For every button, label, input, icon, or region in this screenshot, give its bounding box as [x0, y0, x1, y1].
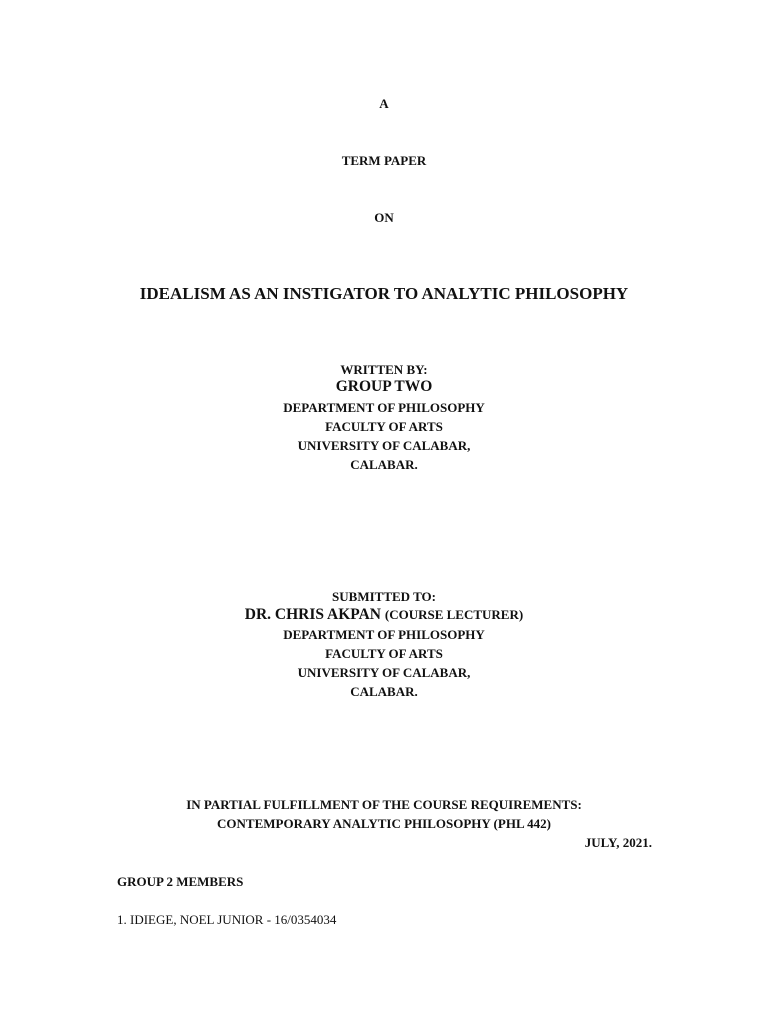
members-heading: GROUP 2 MEMBERS [117, 874, 244, 889]
fulfillment-line-1: IN PARTIAL FULFILLMENT OF THE COURSE REQUIREMENTS: [186, 797, 582, 812]
written-by-faculty: FACULTY OF ARTS [325, 419, 443, 434]
submitted-to-faculty: FACULTY OF ARTS [325, 646, 443, 661]
written-by-city: CALABAR. [350, 457, 418, 472]
paper-title: IDEALISM AS AN INSTIGATOR TO ANALYTIC PHILOSOPHY [139, 284, 629, 303]
submitted-to-department: DEPARTMENT OF PHILOSOPHY [283, 627, 485, 642]
lecturer-name: DR. CHRIS AKPAN [244, 606, 381, 623]
cover-line-term-paper: TERM PAPER [341, 153, 427, 168]
written-by-university: UNIVERSITY OF CALABAR, [297, 438, 471, 453]
lecturer-line [0, 606, 768, 624]
written-by-label: WRITTEN BY: [340, 362, 428, 377]
group-name: GROUP TWO [335, 378, 433, 395]
member-item: 1. IDIEGE, NOEL JUNIOR - 16/0354034 [117, 912, 337, 927]
cover-line-a: A [379, 96, 389, 111]
cover-line-on: ON [374, 210, 394, 225]
fulfillment-line-2: CONTEMPORARY ANALYTIC PHILOSOPHY (PHL 442) [217, 816, 551, 831]
submitted-to-label: SUBMITTED TO: [332, 589, 436, 604]
submission-date: JULY, 2021. [584, 835, 652, 850]
written-by-department: DEPARTMENT OF PHILOSOPHY [283, 400, 485, 415]
lecturer-role: (COURSE LECTURER) [384, 607, 524, 622]
submitted-to-university: UNIVERSITY OF CALABAR, [297, 665, 471, 680]
submitted-to-city: CALABAR. [350, 684, 418, 699]
